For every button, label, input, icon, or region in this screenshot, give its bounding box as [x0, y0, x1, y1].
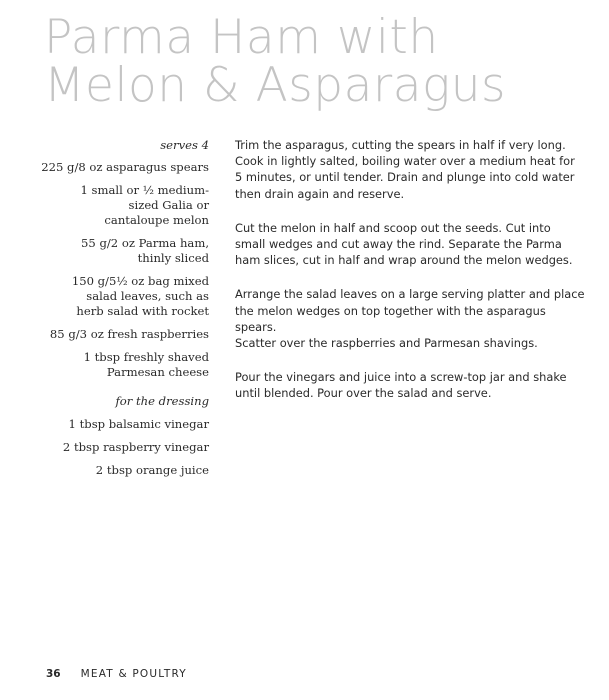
ingredient-item: [19, 274, 209, 319]
method-line: Cook in lightly salted, boiling water over a medium heat for: [235, 154, 575, 169]
ingredient-item: [19, 183, 209, 228]
ingredient-item: [19, 160, 209, 175]
method-line: Trim the asparagus, cutting the spears in half if very long.: [235, 138, 566, 152]
ingredient-line: thinly sliced: [137, 251, 209, 265]
dressing-item: 1 tbsp balsamic vinegar: [68, 417, 209, 431]
ingredient-line: 85 g/3 oz fresh raspberries: [49, 327, 209, 341]
ingredient-item: [19, 350, 209, 380]
method-line: the melon wedges on top together with the asparagus spears.: [235, 303, 546, 334]
ingredient-line: 1 tbsp freshly shaved: [83, 350, 209, 364]
ingredient-line: 55 g/2 oz Parma ham,: [81, 236, 209, 250]
method-line: 5 minutes, or until tender. Drain and plunge into cold water: [235, 170, 575, 185]
dressing-item: 2 tbsp orange juice: [95, 463, 209, 477]
section-name: MEAT & POULTRY: [80, 668, 187, 680]
method-line: Arrange the salad leaves on a large serving platter and place: [235, 287, 585, 302]
method-line: Pour the vinegars and juice into a screw-top jar and shake: [235, 370, 567, 385]
method-step: [235, 220, 590, 269]
ingredient-line: 150 g/5½ oz bag mixed: [71, 274, 209, 288]
method-step: [235, 286, 590, 351]
method-line: until blended. Pour over the salad and serve.: [235, 386, 492, 401]
ingredient-line: salad leaves, such as: [86, 289, 209, 303]
ingredients-list: [19, 138, 209, 486]
ingredient-line: herb salad with rocket: [76, 304, 209, 318]
page-number: 36: [46, 668, 61, 680]
ingredient-line: 1 small or ½ medium-: [80, 183, 209, 197]
method-line: then drain again and reserve.: [235, 186, 405, 201]
method-line: Cut the melon in half and scoop out the seeds. Cut into: [235, 220, 551, 235]
method-step: [235, 137, 590, 202]
method-line: ham slices, cut in half and wrap around the melon wedges.: [235, 253, 573, 268]
ingredient-line: cantaloupe melon: [104, 213, 209, 227]
recipe-title-line-2: Melon & Asparagus: [44, 58, 506, 113]
ingredient-line: 225 g/8 oz asparagus spears: [41, 160, 209, 174]
method-steps: [235, 137, 590, 420]
ingredient-item: [19, 327, 209, 342]
method-line: Scatter over the raspberries and Parmesan shavings.: [235, 336, 538, 351]
ingredient-item: [19, 236, 209, 266]
method-line: small wedges and cut away the rind. Separate the Parma: [235, 237, 562, 252]
dressing-heading: for the dressing: [115, 394, 209, 408]
ingredient-line: sized Galia or: [128, 198, 209, 212]
ingredient-line: Parmesan cheese: [106, 365, 209, 379]
serves-label: serves 4: [160, 138, 209, 152]
dressing-item: 2 tbsp raspberry vinegar: [62, 440, 209, 454]
recipe-title: [44, 10, 604, 113]
method-step: [235, 369, 590, 401]
recipe-title-line-1: Parma Ham with: [44, 10, 439, 65]
page-footer: [46, 668, 187, 680]
